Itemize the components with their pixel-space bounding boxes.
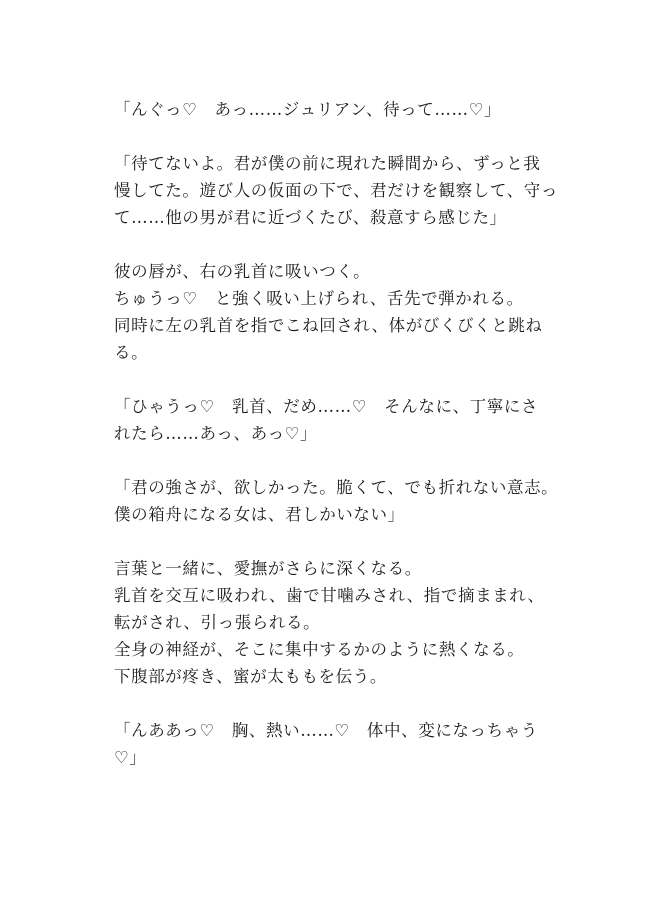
paragraph	[114, 717, 554, 771]
text-line: 言葉と一緒に、愛撫がさらに深くなる。	[114, 559, 422, 578]
paragraph-spacer	[114, 528, 554, 555]
text-line: 彼の唇が、右の乳首に吸いつく。	[114, 262, 371, 281]
text-line: れたら……あっ、あっ♡」	[114, 424, 318, 443]
paragraph-spacer	[114, 231, 554, 258]
text-line: 「んぐっ♡ あっ……ジュリアン、待って……♡」	[114, 100, 502, 119]
paragraph	[114, 555, 554, 690]
body-text	[114, 96, 559, 771]
text-line: 「君の強さが、欲しかった。脆くて、でも折れない意志。	[114, 478, 559, 497]
paragraph	[114, 96, 554, 123]
text-line: 同時に左の乳首を指でこね回され、体がびくびくと跳ね	[114, 316, 543, 335]
text-line: 「ひゃうっ♡ 乳首、だめ……♡ そんなに、丁寧にさ	[114, 397, 539, 416]
text-line: 下腹部が疼き、蜜が太ももを伝う。	[114, 667, 387, 686]
text-line: 全身の神経が、そこに集中するかのように熱くなる。	[114, 640, 525, 659]
paragraph-spacer	[114, 690, 554, 717]
text-line: 転がされ、引っ張られる。	[114, 613, 321, 632]
text-line: ♡」	[114, 748, 147, 767]
paragraph	[114, 150, 558, 231]
paragraph-spacer	[114, 447, 554, 474]
paragraph-spacer	[114, 366, 554, 393]
text-line: 慢してた。遊び人の仮面の下で、君だけを観察して、守っ	[114, 181, 558, 200]
text-line: て……他の男が君に近づくたび、殺意すら感じた」	[114, 208, 507, 227]
text-line: る。	[114, 343, 149, 362]
text-line: ちゅうっ♡ と強く吸い上げられ、舌先で弾かれる。	[114, 289, 524, 308]
text-line: 乳首を交互に吸われ、歯で甘噛みされ、指で摘ままれ、	[114, 586, 545, 605]
paragraph	[114, 258, 554, 366]
text-line: 「んああっ♡ 胸、熱い……♡ 体中、変になっちゃう	[114, 721, 538, 740]
paragraph	[114, 474, 559, 528]
paragraph	[114, 393, 554, 447]
text-line: 「待てないよ。君が僕の前に現れた瞬間から、ずっと我	[114, 154, 541, 173]
paragraph-spacer	[114, 123, 554, 150]
text-line: 僕の箱舟になる女は、君しかいない」	[114, 505, 405, 524]
